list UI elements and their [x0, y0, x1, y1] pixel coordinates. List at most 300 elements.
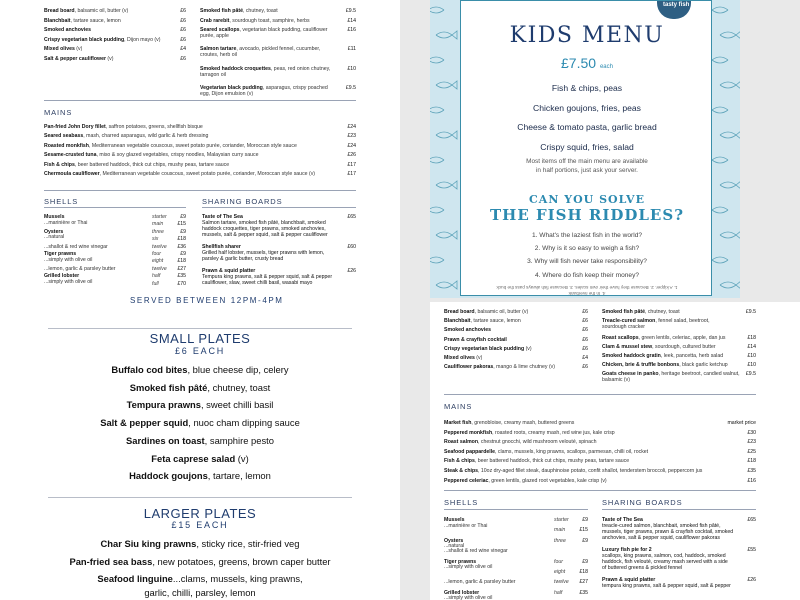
menu-item [44, 27, 186, 33]
divider [44, 190, 356, 191]
item-desc: , mango & lime chutney (v) [493, 364, 555, 371]
item-desc: scallops, king prawns, salmon, cod, haddock, smoked [602, 553, 726, 559]
item-name: Chicken, brie & truffle bonbons [602, 361, 680, 368]
menu-item [444, 449, 756, 455]
item-size: starter [554, 517, 569, 523]
riddle-question: 3. Why will fish never take responsibility? [527, 258, 647, 266]
menu-item [444, 439, 756, 445]
sharing-boards-title: SHARING BOARDS [602, 498, 683, 507]
item-size: starter [152, 214, 167, 220]
item-name: Tempura prawns [126, 399, 201, 411]
item-desc: cauliflower, slaw, sweet chilli basil, wasabi mayo [202, 280, 313, 286]
item-price: £23 [347, 133, 356, 140]
item-name: Roast salmon [444, 439, 479, 446]
item-price: £23 [747, 439, 756, 446]
item-size: main [152, 221, 164, 228]
divider [202, 207, 356, 208]
item-name: Taste of The Sea [202, 214, 243, 220]
item-name: Seared scallops [200, 27, 240, 34]
item-price: market price [727, 420, 756, 426]
divider [44, 100, 356, 101]
small-plate-item [0, 381, 400, 395]
menu-item [444, 420, 756, 426]
item-desc: , leek, pancetta, herb salad [660, 353, 724, 359]
larger-plate-item-cont: garlic, chilli, parsley, lemon [144, 587, 256, 598]
small-plate-item [0, 363, 400, 377]
menu-item [444, 355, 588, 361]
item-price: £16 [747, 477, 756, 484]
item-name: Oysters [444, 537, 464, 544]
menu-item [44, 143, 356, 149]
kids-menu-price [461, 55, 713, 71]
larger-plate-item [0, 555, 400, 569]
menu-item [44, 18, 186, 24]
item-desc: , saffron potatoes, greens, shellfish bisque [105, 124, 203, 130]
item-desc: , balsamic oil, butter (v) [74, 8, 129, 14]
item-desc: , peas, red onion chutney, [270, 65, 331, 72]
item-desc-cont: balsamic (v) [602, 376, 630, 383]
item-size: twelve [152, 243, 167, 250]
price-each: each [599, 64, 613, 70]
menu-item [444, 364, 588, 370]
small-plate-item [0, 469, 400, 483]
item-size: twelve [554, 579, 569, 586]
item-name: Seafood pappardelle [444, 448, 496, 455]
item-price: £10 [747, 353, 756, 359]
item-price: £6 [180, 36, 186, 43]
menu-item [44, 8, 186, 14]
riddle-heading-1: CAN YOU SOLVE [529, 193, 645, 206]
item-desc: (v) [74, 46, 83, 53]
item-name: Goats cheese in panko [602, 370, 659, 377]
item-desc: , asparagus, crispy poached [262, 84, 328, 91]
item-size: four [152, 251, 161, 257]
item-desc: of buttered greens & pickled fennel [602, 565, 683, 571]
item-name: Sardines on toast [126, 434, 205, 446]
item-price: £6 [582, 309, 588, 315]
item-desc: , tartare sauce, lemon [470, 318, 521, 325]
item-desc: , chestnut gnocchi, wild mushroom velouté, spinach [478, 439, 597, 446]
item-name: Smoked fish pâté [129, 381, 208, 393]
item-price: £10 [747, 361, 756, 368]
menu-item [602, 309, 756, 315]
item-name: Char Siu king prawns [100, 538, 197, 549]
item-name: Haddock goujons [129, 470, 208, 482]
menu-page-bottom-right [430, 302, 800, 600]
item-size: full [152, 280, 159, 287]
item-price: £24 [347, 124, 356, 130]
item-name: Prawn & squid platter [602, 577, 656, 583]
item-price: £6 [180, 27, 186, 34]
item-size: three [554, 537, 566, 544]
item-option: ...shallot & red wine vinegar [44, 243, 108, 250]
item-option: ...natural [44, 234, 65, 241]
brand-logo: tasty fish [663, 2, 690, 8]
item-price: £35 [747, 468, 756, 474]
item-name: Mussels [44, 214, 65, 220]
small-plate-item [0, 398, 400, 412]
item-name: Cauliflower pakoras [444, 364, 494, 371]
item-size: eight [554, 569, 566, 575]
item-name: Seared seabass [44, 133, 84, 140]
divider [444, 394, 756, 395]
menu-item [200, 18, 356, 24]
item-option: ...shallot & red wine vinegar [444, 548, 508, 555]
menu-item [444, 309, 588, 315]
item-name: Chermoula cauliflower [44, 171, 100, 177]
item-name: Roast scallops [602, 335, 639, 342]
item-size: half [152, 273, 161, 280]
item-desc: , chutney, toast [207, 381, 271, 393]
item-name: Roasted monkfish [44, 142, 89, 149]
shells-title: SHELLS [44, 197, 79, 206]
item-desc: , roasted roots, creamy mash, red wine jus, kale crisp [492, 429, 615, 436]
item-name: Fish & chips [44, 161, 75, 168]
divider [444, 509, 588, 510]
item-price: £6 [180, 56, 186, 62]
item-name: Smoked haddock croquettes [200, 65, 271, 72]
item-desc: Salmon tartare, smoked fish pâté, blanchbait, smoked [202, 220, 326, 226]
item-desc: , tartare, lemon [207, 470, 271, 482]
menu-item [200, 8, 356, 14]
item-option: ...natural [444, 543, 465, 550]
item-desc: , tartare sauce, lemon [70, 17, 121, 24]
item-desc: (v) [474, 355, 483, 361]
shell-item [444, 558, 588, 571]
item-price: £9 [582, 537, 588, 544]
shell-item [444, 517, 588, 529]
item-name: Grilled lobster [44, 273, 80, 280]
item-desc: , chutney, toast [242, 8, 278, 14]
item-name: Crab rarebit [200, 17, 230, 24]
item-name: Bread board [44, 8, 75, 14]
menu-item [200, 46, 356, 59]
larger-plate-item [0, 572, 400, 586]
item-desc: , new potatoes, greens, brown caper butter [152, 555, 331, 567]
divider [602, 509, 756, 510]
item-name: Taste of The Sea [602, 517, 643, 523]
item-option: ...simply with olive oil [444, 595, 493, 600]
divider [48, 328, 352, 329]
item-name: Treacle-cured salmon [602, 317, 656, 324]
item-name: Smoked haddock gratin [602, 353, 661, 359]
menu-item [602, 344, 756, 350]
item-desc: , beer battered haddock, thick cut chips, mushy peas, tartare sauce [474, 458, 630, 465]
item-desc: mussels, salt & pepper squid, salt & pepper cauliflower [202, 232, 328, 238]
sharing-boards-title: SHARING BOARDS [202, 197, 283, 206]
item-size: four [554, 558, 563, 565]
menu-item [444, 337, 588, 343]
half-portion-note-2: in half portions, just ask your server. [536, 167, 638, 174]
riddle-question: 2. Why is it so easy to weigh a fish? [534, 245, 640, 253]
item-price: £60 [347, 244, 356, 250]
item-option: ...lemon, garlic & parsley butter [44, 265, 116, 272]
item-size: three [152, 228, 164, 235]
item-name: Oysters [44, 228, 64, 235]
item-desc: ...clams, mussels, king prawns, [172, 573, 303, 584]
item-name: Vegetarian black pudding [200, 84, 263, 91]
item-name: Salmon tartare [200, 46, 237, 53]
item-name: Mussels [444, 517, 465, 523]
item-price: £9.5 [745, 370, 756, 377]
riddle-answers-upside-down: 1. A kipper. 2. Because they have their own scales. 3. Because fish always pass the buck [496, 285, 678, 290]
item-price: £65 [747, 517, 756, 523]
item-desc: , grenobloise, creamy mash, buttered greens [471, 420, 575, 426]
item-price: £36 [177, 243, 186, 250]
item-price: £6 [582, 345, 588, 352]
item-desc: , Mediterranean vegetable couscous, sweet potato purée, coriander, Moroccan style sauce [88, 142, 297, 149]
item-desc: (v) [235, 452, 249, 464]
item-size: twelve [152, 265, 167, 272]
item-name: Shellfish sharer [202, 244, 241, 250]
item-price: £18 [747, 335, 756, 342]
item-price: £70 [177, 280, 186, 287]
half-portion-note: Most items off the main menu are available [526, 158, 648, 165]
item-name: Mixed olives [444, 355, 475, 361]
small-plates-price: £6 EACH [174, 346, 226, 356]
divider [44, 207, 186, 208]
item-name: Blanchbait [444, 318, 471, 325]
item-name: Mixed olives [44, 46, 75, 53]
item-price: £15 [579, 527, 588, 534]
menu-item [44, 46, 186, 52]
menu-item [602, 370, 756, 383]
larger-plates-title: LARGER PLATES [143, 506, 257, 521]
menu-item [444, 346, 588, 352]
item-desc-cont: egg, Dijon emulsion (v) [200, 90, 254, 97]
item-price: £6 [582, 364, 588, 371]
menu-page-lunch [0, 296, 400, 600]
kids-menu-page [430, 0, 740, 298]
menu-item [44, 152, 356, 158]
item-price: £65 [347, 214, 356, 220]
item-option: ...simply with olive oil [44, 278, 93, 285]
item-name: Prawn & crayfish cocktail [444, 336, 507, 343]
riddle-question: 1. What's the laziest fish in the world? [531, 232, 643, 239]
item-size: main [554, 527, 566, 534]
item-name: Prawn & squid platter [202, 268, 256, 274]
item-price: £4 [582, 355, 588, 361]
item-price: £9 [180, 228, 186, 235]
kids-menu-card [460, 0, 712, 296]
item-desc: tempura king prawns, salt & pepper squid, salt & pepper [602, 583, 731, 589]
menu-item [44, 37, 186, 43]
item-desc: , sourdough toast, samphire, herbs [229, 17, 310, 24]
item-name: Smoked fish pâté [200, 8, 243, 14]
menu-item [200, 65, 356, 78]
item-price: £26 [747, 577, 756, 583]
small-plate-item [0, 434, 400, 448]
item-price: £9.5 [745, 309, 756, 315]
item-desc-cont: croutes, herb oil [200, 52, 237, 59]
item-price: £27 [579, 579, 588, 586]
item-desc: , black garlic ketchup [679, 361, 728, 368]
item-price: £35 [177, 273, 186, 280]
item-option: ...simply with olive oil [444, 564, 493, 571]
item-price: £9 [180, 251, 186, 257]
item-price: £6 [582, 318, 588, 325]
item-desc: anchovies, salt & pepper squid, cauliflower pakoras [602, 535, 720, 541]
item-price: £55 [747, 547, 756, 553]
item-desc: , miso & soy glazed vegetables, crispy noodles, Malaysian curry sauce [96, 152, 259, 159]
menu-item [444, 468, 756, 474]
item-desc: , avocado, pickled fennel, cucumber, [236, 46, 321, 53]
item-desc: , beer battered haddock, thick cut chips, mushy peas, tartare sauce [74, 161, 230, 168]
item-price: £35 [579, 589, 588, 596]
item-desc: mussels, tiger prawns, prawn & crayfish cocktail, smoked [602, 529, 734, 535]
menu-item [44, 133, 356, 139]
item-desc-cont: purée, apple [200, 33, 229, 40]
item-name: Grilled lobster [444, 589, 480, 596]
item-price: £26 [347, 152, 356, 159]
item-price: £6 [180, 8, 186, 14]
item-desc-cont: tarragon oil [200, 71, 226, 78]
item-price: £30 [747, 429, 756, 436]
item-price: £9.5 [345, 8, 356, 14]
item-name: Pan-fried John Dory fillet [44, 124, 106, 130]
item-price: £17 [347, 161, 356, 168]
item-desc: , sticky rice, stir-fried veg [196, 538, 300, 549]
menu-page-top-left [0, 0, 400, 296]
item-price: £25 [747, 448, 756, 455]
shells-title: SHELLS [444, 498, 479, 507]
item-name: Smoked anchovies [44, 27, 91, 34]
item-price: £16 [347, 27, 356, 34]
kids-dish: Cheese & tomato pasta, garlic bread [517, 122, 657, 132]
item-desc: , heritage beetroot, candied walnut, [658, 370, 740, 377]
item-name: Feta caprese salad [151, 452, 236, 464]
item-price: £14 [347, 17, 356, 24]
item-price: £14 [747, 344, 756, 351]
item-price: £26 [347, 268, 356, 274]
item-desc: , 10oz dry-aged fillet steak, dauphinoise potato, confit shallot, tenderstem broccoli, peppercorn jus [478, 468, 703, 474]
item-desc: , balsamic oil, butter (v) [474, 309, 529, 315]
item-size: eight [152, 258, 164, 265]
item-price: £10 [347, 65, 356, 72]
item-desc: , Mediterranean vegetable couscous, sweet potato purée, coriander, Moroccan style sauce (v) [99, 171, 316, 177]
item-name: Steak & chips [444, 468, 479, 474]
item-desc: (v) [524, 345, 532, 352]
item-name: Seafood linguine [97, 573, 173, 584]
item-desc: , fennel salad, beetroot, [655, 317, 710, 324]
item-name: Tiger prawns [44, 251, 77, 257]
item-desc: haddock, fish velouté, creamy mash served with a side [602, 559, 728, 565]
item-name: Crispy vegetarian black pudding [444, 345, 525, 352]
riddle-heading-2: THE FISH RIDDLES? [490, 206, 684, 224]
menu-item [444, 478, 756, 484]
item-name: Fish & chips [444, 458, 475, 465]
item-price: £9 [582, 558, 588, 565]
menu-item [444, 430, 756, 436]
item-price: £9 [582, 517, 588, 523]
item-desc: (v) [105, 56, 114, 62]
menu-item [444, 327, 588, 333]
item-desc: , chutney, toast [644, 309, 680, 315]
item-name: Bread board [444, 309, 475, 315]
menu-item [200, 27, 356, 40]
item-price: £6 [582, 336, 588, 343]
item-desc: , vegetarian black pudding, cauliflower [239, 27, 328, 34]
item-desc: Tempura king prawns, salt & pepper squid, salt & pepper [202, 274, 333, 280]
item-name: Blanchbait [44, 17, 71, 24]
item-name: Sesame-crusted tuna [44, 152, 97, 159]
item-option: ...lemon, garlic & parsley butter [444, 579, 516, 586]
mains-title: MAINS [44, 108, 73, 117]
item-name: Luxury fish pie for 2 [602, 547, 652, 553]
item-desc: , samphire pesto [204, 434, 274, 446]
item-price: £9 [180, 214, 186, 220]
riddle-question: 4. Where do fish keep their money? [534, 271, 640, 279]
small-plates-title: SMALL PLATES [149, 331, 251, 346]
item-desc-cont: sourdough cracker [602, 323, 645, 330]
item-name: Smoked anchovies [444, 327, 491, 334]
item-name: Market fish [444, 420, 472, 426]
brand-logo-badge [657, 1, 691, 19]
kids-dish: Chicken goujons, fries, peas [533, 102, 641, 113]
mains-title: MAINS [444, 402, 473, 411]
item-desc: , Dijon mayo (v) [124, 36, 161, 43]
small-plate-item [0, 452, 400, 466]
item-name: Pan-fried sea bass [69, 555, 153, 567]
divider [48, 497, 352, 498]
larger-plate-item [0, 537, 400, 551]
shell-item [444, 589, 588, 600]
served-times: SERVED BETWEEN 12PM-4PM [130, 296, 284, 305]
small-plate-item [0, 416, 400, 430]
item-desc: Grilled half lobster, mussels, tiger prawns with lemon, [202, 250, 325, 256]
item-desc: treacle-cured salmon, blanchbait, smoked fish pâté, [602, 523, 721, 529]
item-price: £18 [747, 458, 756, 465]
item-desc: , green lentils, glazed root vegetables, kale crisp (v) [488, 477, 607, 484]
item-desc: , sweet chilli basil [200, 399, 274, 411]
price-value: £7.50 [561, 55, 597, 71]
menu-item [44, 124, 356, 130]
item-desc: , blue cheese dip, celery [187, 364, 289, 375]
menu-item [444, 318, 588, 324]
item-price: £11 [347, 46, 356, 53]
item-price: £4 [180, 46, 186, 53]
item-desc: parsley & garlic butter, crusty bread [202, 256, 284, 262]
item-name: Salt & pepper squid [100, 417, 189, 429]
item-name: Buffalo cod bites [111, 364, 188, 375]
item-desc: , nuoc cham dipping sauce [188, 417, 300, 429]
larger-plates-price: £15 EACH [171, 520, 229, 530]
item-size: six [152, 236, 159, 243]
menu-item [44, 162, 356, 168]
menu-item [602, 353, 756, 359]
item-price: £24 [347, 142, 356, 149]
menu-item [602, 317, 756, 330]
item-size: half [554, 589, 563, 596]
item-desc: haddock croquettes, tiger prawns, smoked anchovies, [202, 226, 326, 232]
item-option: ...marinière or Thai [444, 522, 488, 529]
item-price: £18 [177, 258, 186, 265]
shell-item [444, 537, 588, 550]
item-name: Smoked fish pâté [602, 309, 645, 315]
item-desc: , clams, mussels, king prawns, scallops, parmesan, chilli oil, rocket [495, 448, 649, 455]
item-name: Peppered celeriac [444, 477, 489, 484]
item-price: £18 [177, 236, 186, 243]
menu-item [444, 458, 756, 464]
menu-item [200, 84, 356, 97]
item-price: £9.5 [345, 84, 356, 91]
menu-item [602, 362, 756, 368]
item-desc: , mash, charred asparagus, wild garlic & herb dressing [83, 133, 209, 140]
item-price: £18 [579, 569, 588, 575]
menu-item [44, 56, 186, 62]
item-price: £27 [177, 265, 186, 272]
kids-dish: Fish & chips, peas [551, 83, 623, 93]
